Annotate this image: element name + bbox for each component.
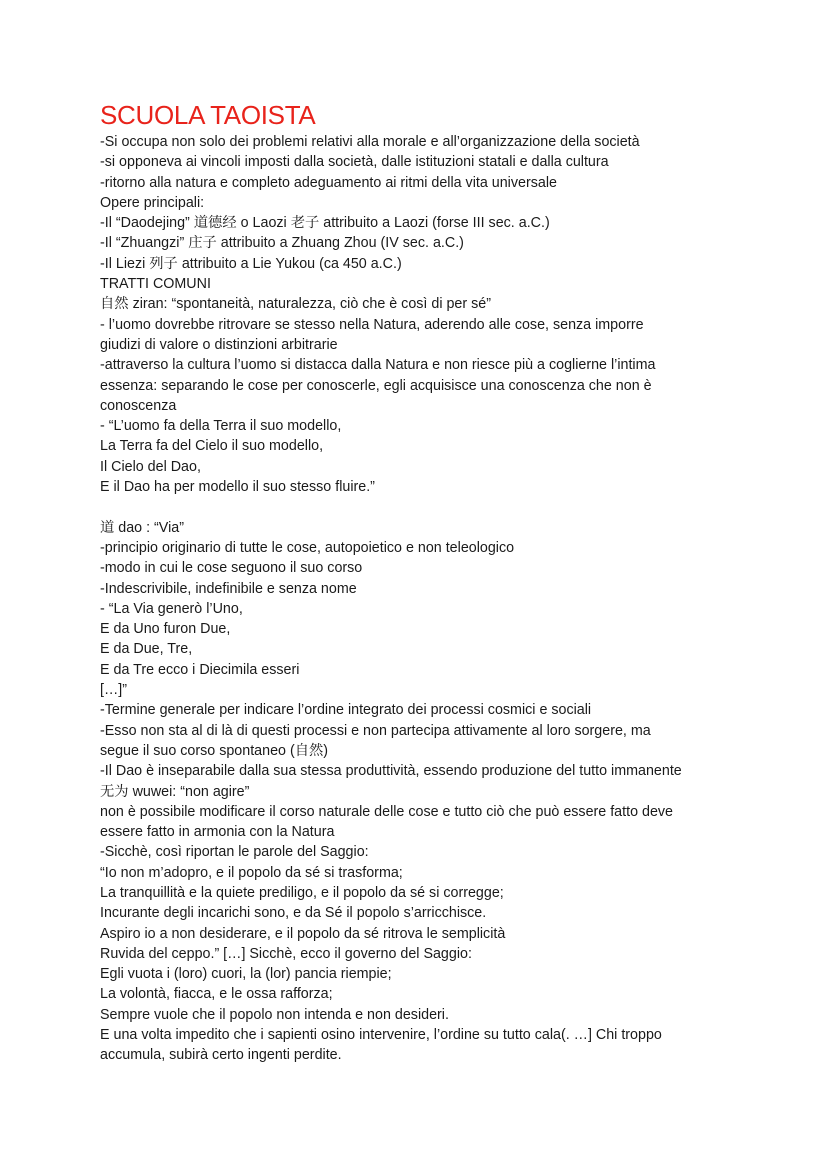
text-line: -principio originario di tutte le cose, autopoietico e non teleologico [100,539,515,556]
text-line: - “La Via generò l’Uno, [100,600,243,617]
text-line: Il Cielo del Dao, [100,458,201,475]
text-line: La tranquillità e la quiete prediligo, e il popolo da sé si corregge; [100,884,504,901]
text-line: non è possibile modificare il corso naturale delle cose e tutto ciò che può essere fatto deve [100,803,674,820]
text-line: -Sicchè, così riportan le parole del Saggio: [100,844,369,861]
text-line: 无为 wuwei: “non agire” [100,783,250,800]
page-title: SCUOLA TAOISTA [100,100,316,130]
text-line: Incurante degli incarichi sono, e da Sé il popolo s’arricchisce. [100,905,487,922]
text-line: - l’uomo dovrebbe ritrovare se stesso nella Natura, aderendo alle cose, senza imporre [100,316,644,333]
text-line: Aspiro io a non desiderare, e il popolo da sé ritrova le semplicità [100,925,506,942]
text-line: Ruvida del ceppo.” […] Sicchè, ecco il governo del Saggio: [100,945,472,962]
text-line: -modo in cui le cose seguono il suo corso [100,560,363,577]
text-line: -Esso non sta al di là di questi processi e non partecipa attivamente al loro sorgere, ma [100,722,651,739]
text-line: -attraverso la cultura l’uomo si distacca dalla Natura e non riesce più a coglierne l’intima [100,357,656,374]
text-line: […]” [100,682,128,699]
text-line: -Il “Daodejing” 道德经 o Laozi 老子 attribuito a Laozi (forse III sec. a.C.) [100,215,550,232]
text-line: -Il “Zhuangzi” 庄子 attribuito a Zhuang Zhou (IV sec. a.C.) [100,235,464,252]
document-body [100,132,740,1066]
text-line: E il Dao ha per modello il suo stesso fluire.” [100,479,375,496]
text-line: E una volta impedito che i sapienti osino intervenire, l’ordine su tutto cala(. …] Chi troppo [100,1027,662,1044]
text-line: -Si occupa non solo dei problemi relativi alla morale e all’organizzazione della società [100,134,640,150]
text-line: “Io non m’adopro, e il popolo da sé si trasforma; [100,864,403,881]
text-line: La Terra fa del Cielo il suo modello, [100,438,324,455]
text-line: E da Uno furon Due, [100,621,231,638]
text-line: E da Due, Tre, [100,641,193,658]
text-line: Egli vuota i (loro) cuori, la (lor) pancia riempie; [100,966,392,983]
text-line [100,497,740,517]
text-line: 道 dao : “Via” [100,519,184,536]
text-line: -Il Dao è inseparabile dalla sua stessa produttività, essendo produzione del tutto immanente [100,763,682,780]
text-line: La volontà, fiacca, e le ossa rafforza; [100,986,333,1003]
text-line: Sempre vuole che il popolo non intenda e non desideri. [100,1006,449,1023]
text-line: -si opponeva ai vincoli imposti dalla società, dalle istituzioni statali e dalla cultura [100,154,609,171]
text-line: -Indescrivibile, indefinibile e senza nome [100,580,357,597]
text-line: TRATTI COMUNI [100,276,211,293]
text-line: - “L’uomo fa della Terra il suo modello, [100,418,342,435]
text-line: Opere principali: [100,194,205,211]
text-line: -ritorno alla natura e completo adeguamento ai ritmi della vita universale [100,174,557,191]
text-line: segue il suo corso spontaneo (自然) [100,742,329,759]
text-line: E da Tre ecco i Diecimila esseri [100,661,300,678]
text-line: -Termine generale per indicare l’ordine integrato dei processi cosmici e sociali [100,702,592,719]
text-line: essere fatto in armonia con la Natura [100,824,335,841]
text-line: 自然 ziran: “spontaneità, naturalezza, ciò che è così di per sé” [100,296,491,313]
text-line: accumula, subirà certo ingenti perdite. [100,1047,342,1064]
text-line: -Il Liezi 列子 attribuito a Lie Yukou (ca 450 a.C.) [100,255,402,272]
text-line: essenza: separando le cose per conoscerle, egli acquisisce una conoscenza che non è [100,377,652,394]
text-line: giudizi di valore o distinzioni arbitrarie [100,336,338,353]
text-line: conoscenza [100,397,177,414]
